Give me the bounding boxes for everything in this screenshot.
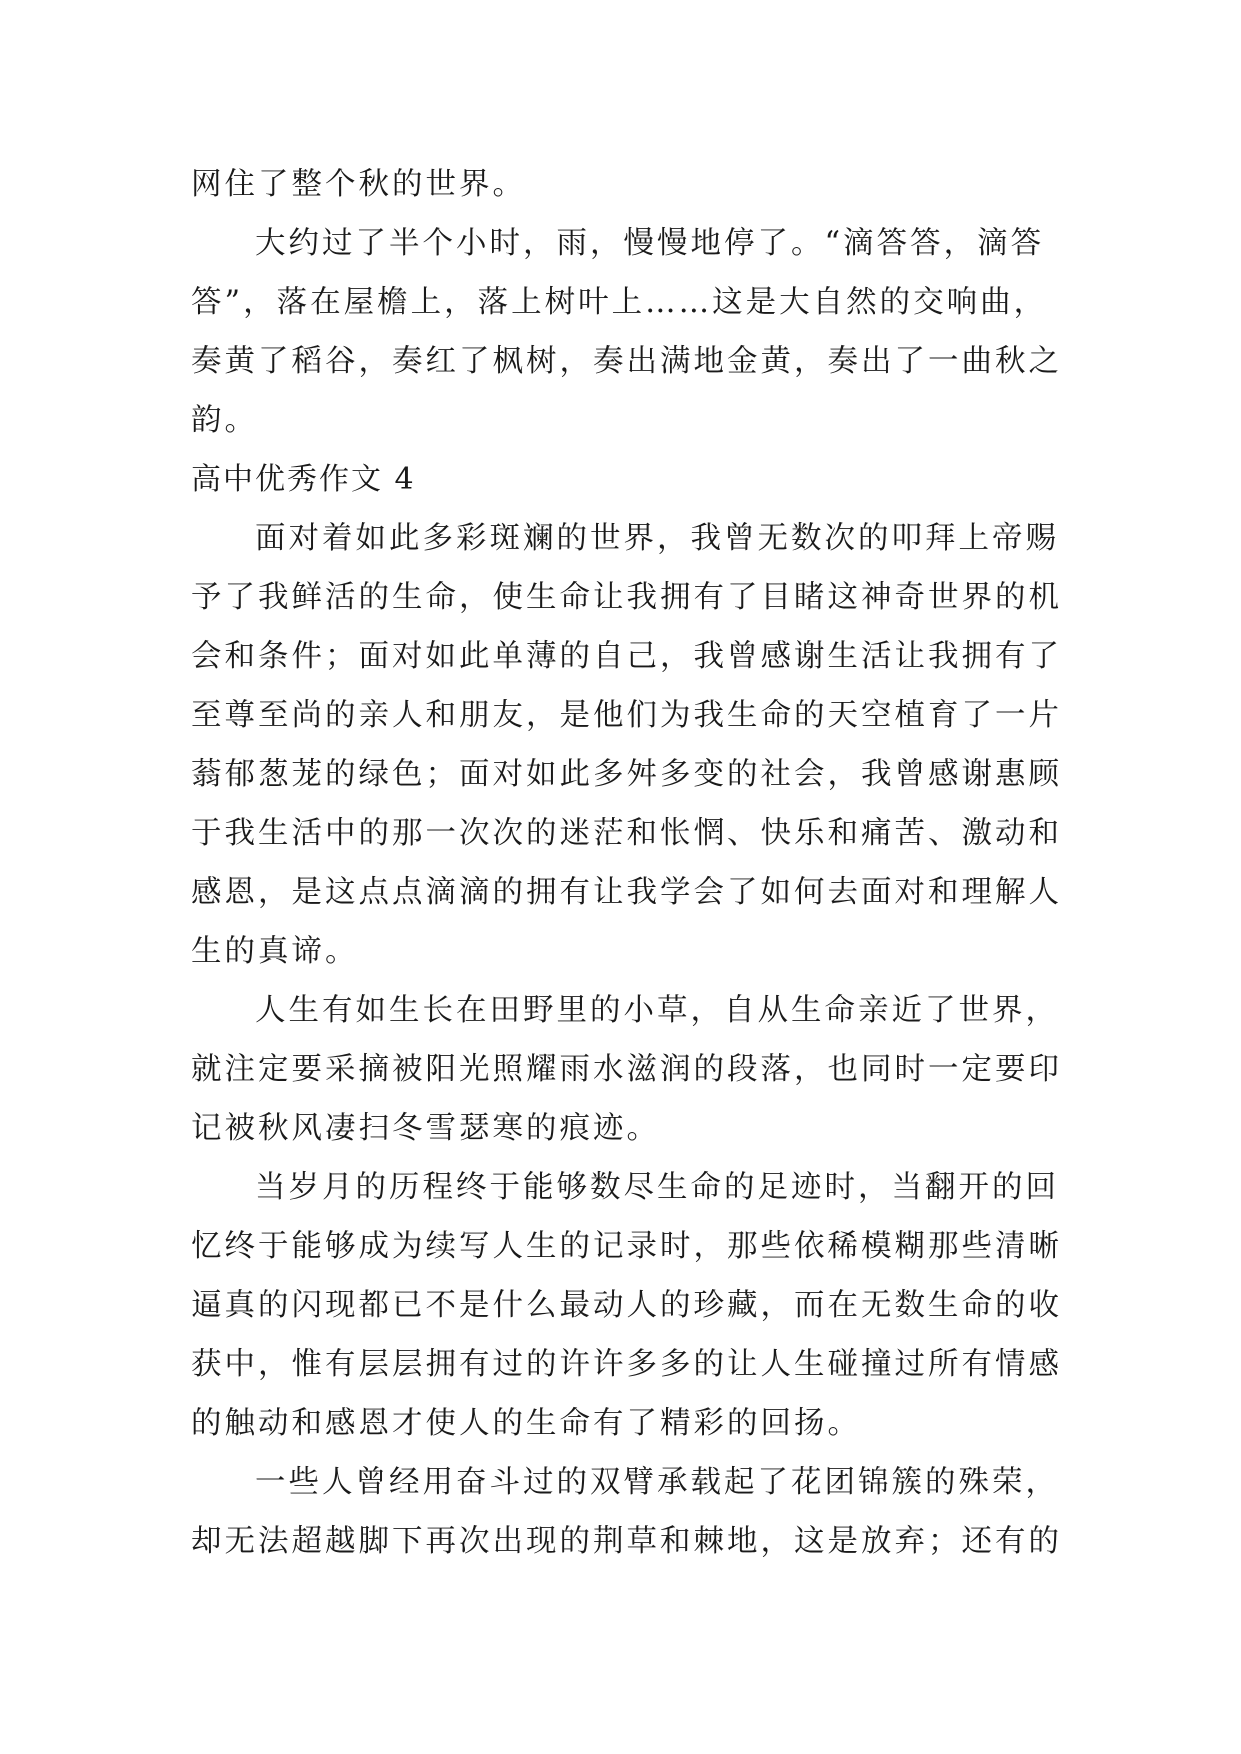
text-line: 就注定要采摘被阳光照耀雨水滋润的段落，也同时一定要印 <box>191 1052 1062 1087</box>
text-line: 生的真谛。 <box>191 934 359 969</box>
text-line: 大约过了半个小时，雨，慢慢地停了。“滴答答，滴答 <box>255 226 1045 261</box>
text-line: 面对着如此多彩斑斓的世界，我曾无数次的叩拜上帝赐 <box>255 521 1059 556</box>
text-line: 一些人曾经用奋斗过的双臂承载起了花团锦簇的殊荣， <box>255 1465 1059 1500</box>
text-line: 蓊郁葱茏的绿色；面对如此多舛多变的社会，我曾感谢惠顾 <box>191 757 1062 792</box>
text-line: 感恩，是这点点滴滴的拥有让我学会了如何去面对和理解人 <box>191 875 1062 910</box>
text-line: 当岁月的历程终于能够数尽生命的足迹时，当翻开的回 <box>255 1170 1059 1205</box>
text-line: 网住了整个秋的世界。 <box>191 167 526 202</box>
text-line: 奏黄了稻谷，奏红了枫树，奏出满地金黄，奏出了一曲秋之 <box>191 344 1062 379</box>
text-line: 韵。 <box>191 403 258 438</box>
document-body <box>191 155 1062 1571</box>
text-line: 的触动和感恩才使人的生命有了精彩的回扬。 <box>191 1406 861 1441</box>
text-line: 于我生活中的那一次次的迷茫和怅惘、快乐和痛苦、激动和 <box>191 816 1062 851</box>
text-line: 忆终于能够成为续写人生的记录时，那些依稀模糊那些清晰 <box>191 1229 1062 1264</box>
text-line: 人生有如生长在田野里的小草，自从生命亲近了世界， <box>255 993 1059 1028</box>
text-line: 获中，惟有层层拥有过的许许多多的让人生碰撞过所有情感 <box>191 1347 1062 1382</box>
text-line: 答”，落在屋檐上，落上树叶上……这是大自然的交响曲， <box>191 285 1048 320</box>
text-line: 却无法超越脚下再次出现的荆草和棘地，这是放弃；还有的 <box>191 1524 1062 1559</box>
text-line: 记被秋风凄扫冬雪瑟寒的痕迹。 <box>191 1111 660 1146</box>
text-line: 会和条件；面对如此单薄的自己，我曾感谢生活让我拥有了 <box>191 639 1062 674</box>
text-line: 至尊至尚的亲人和朋友，是他们为我生命的天空植育了一片 <box>191 698 1062 733</box>
text-line: 逼真的闪现都已不是什么最动人的珍藏，而在无数生命的收 <box>191 1288 1062 1323</box>
text-line: 予了我鲜活的生命，使生命让我拥有了目睹这神奇世界的机 <box>191 580 1062 615</box>
section-heading: 高中优秀作文 4 <box>191 462 416 497</box>
